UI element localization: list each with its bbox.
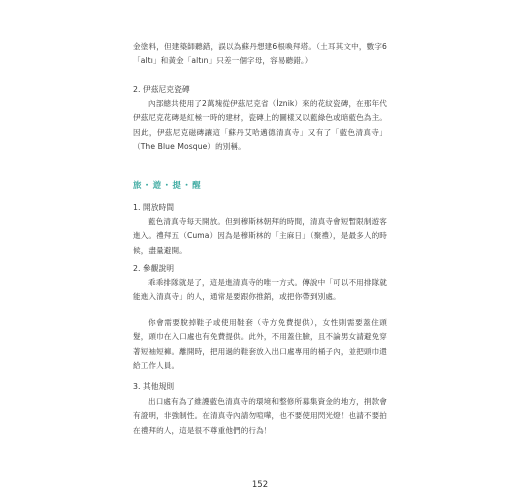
hours-paragraph: 藍色清真寺每天開放。但到穆斯林朝拜的時間，清真寺會短暫限制遊客進入。禮拜五（Cuma）因為是穆斯林的「主麻日」（聚禮），是最多人的時候，盡量避開。 — [133, 217, 387, 255]
visit-paragraph-1: 乖乖排隊就是了，這是進清真寺的唯一方式。傳說中「可以不用排隊就能進入清真寺」的人，通常是要跟你推銷，或把你帶到別處。 — [133, 278, 387, 302]
travel-tips-title: 旅・遊・提・醒 — [133, 180, 203, 190]
tiles-heading: 2. 伊茲尼克瓷磚 — [133, 85, 190, 94]
rules-paragraph: 出口處有為了維護藍色清真寺的環境和整修所募集資金的地方，捐款會有證明，非強制性。在清真寺內請勿喧嘩，也不要使用閃光燈！也請不要拍在禮拜的人，這是很不尊重他們的行為！ — [133, 397, 387, 435]
page-number: 152 — [251, 480, 269, 490]
tiles-paragraph: 內部總共使用了2萬塊從伊茲尼克省（İznik）來的花紋瓷磚，在那年代伊茲尼克花磚是紅極一時的建材，瓷磚上的圖樣又以藍綠色或暗藍色為主。因此，伊茲尼克磁磚讓這「蘇丹艾哈邁德清真寺」又有了「藍色清真寺」（The Blue Mosque）的別稱。 — [133, 99, 387, 152]
visit-heading: 2. 參觀說明 — [133, 264, 175, 273]
intro-paragraph: 金塗料，但建築師聽錯，誤以為蘇丹想建6根喚拜塔。（土耳其文中，數字6「altı」和黃金「altın」只差一個字母，容易聽錯。） — [133, 42, 387, 66]
hours-heading: 1. 開放時間 — [133, 203, 175, 212]
rules-heading: 3. 其他規則 — [133, 382, 175, 391]
visit-paragraph-2: 你會需要脫掉鞋子或使用鞋套（寺方免費提供），女性則需要蓋住頭髮，頭巾在入口處也有免費提供。此外，不用蓋住臉，且不論男女請避免穿著短袖短褲。離開時，把用過的鞋套放入出口處專用的桶子內，並把頭巾還給工作人員。 — [133, 318, 387, 371]
